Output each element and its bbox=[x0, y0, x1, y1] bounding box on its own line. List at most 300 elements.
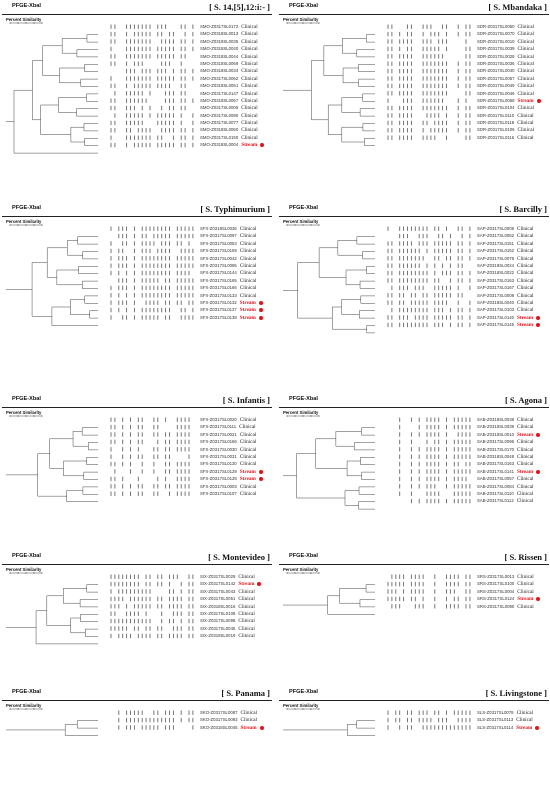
isolate-source: Stream bbox=[239, 476, 256, 483]
isolate-id: SDR-Z0317SL0057 bbox=[477, 75, 515, 81]
isolate-source: Clinical bbox=[517, 46, 534, 53]
isolate-source: Clinical bbox=[239, 270, 257, 277]
isolate-source: Clinical bbox=[241, 134, 258, 141]
isolate-id: SLS-Z0317SL0114 bbox=[477, 724, 514, 730]
isolate-row bbox=[477, 134, 550, 141]
isolate-source: Stream bbox=[517, 97, 534, 104]
isolate-row bbox=[477, 475, 550, 482]
percent-similarity-label: Percent Similarity bbox=[283, 410, 319, 415]
stream-marker-dot bbox=[259, 477, 263, 481]
isolate-id: SFX-Z0317SL0138 bbox=[200, 314, 237, 320]
stream-marker-dot bbox=[536, 323, 540, 327]
isolate-id: SAP-Z0318SL0040 bbox=[477, 299, 515, 305]
panel-header bbox=[2, 3, 272, 15]
isolate-source: Clinical bbox=[241, 105, 258, 112]
isolate-row bbox=[477, 321, 550, 328]
isolate-id: SFX-Z0317SL0111 bbox=[200, 424, 237, 430]
isolate-row bbox=[200, 269, 280, 276]
isolate-row bbox=[200, 490, 280, 497]
dendrogram bbox=[279, 19, 379, 149]
isolate-source: Clinical bbox=[517, 90, 534, 97]
pfge-label: PFGE-XbaI bbox=[12, 396, 41, 402]
isolate-row bbox=[200, 610, 280, 617]
isolate-row bbox=[477, 446, 550, 453]
isolate-source: Clinical bbox=[239, 424, 256, 431]
isolate-id: SAB-Z0317SL0112 bbox=[477, 498, 514, 504]
isolate-row bbox=[477, 603, 550, 610]
isolate-row bbox=[477, 277, 550, 284]
isolate-row bbox=[200, 460, 280, 467]
isolate-row bbox=[477, 45, 550, 52]
isolate-id: SDR-Z0317SL0046 bbox=[477, 90, 515, 96]
isolate-id: SMO-Z0318SL0013 bbox=[200, 31, 239, 37]
isolate-id: SDR-Z0317SL0118 bbox=[477, 120, 515, 126]
isolate-row bbox=[200, 483, 280, 490]
isolate-id: SIX-Z0317SL0098 bbox=[200, 618, 236, 624]
isolate-row bbox=[477, 580, 550, 587]
serotype-title: [ S. Mbandaka ] bbox=[488, 2, 547, 12]
isolate-row bbox=[200, 104, 280, 111]
isolate-id: SFX-Z0317SL0132 bbox=[200, 299, 237, 305]
isolate-row bbox=[200, 446, 280, 453]
isolate-list bbox=[200, 416, 280, 497]
isolate-source: Clinical bbox=[517, 285, 534, 292]
panel-header bbox=[2, 689, 272, 701]
isolate-id: SDR-Z0317SL0104 bbox=[477, 105, 515, 111]
isolate-source: Clinical bbox=[517, 83, 534, 90]
isolate-row bbox=[477, 724, 550, 731]
isolate-source: Clinical bbox=[239, 255, 257, 262]
isolate-row bbox=[477, 262, 550, 269]
isolate-source: Clinical bbox=[241, 46, 258, 53]
isolate-row bbox=[477, 299, 550, 306]
isolate-id: SFX-Z0317SL0133 bbox=[200, 292, 237, 298]
isolate-source: Clinical bbox=[516, 717, 533, 724]
percent-similarity-label: Percent Similarity bbox=[6, 219, 42, 224]
isolate-row bbox=[200, 617, 280, 624]
isolate-source: Clinical bbox=[238, 618, 255, 625]
percent-similarity-label: Percent Similarity bbox=[6, 703, 42, 708]
isolate-source: Clinical bbox=[239, 248, 257, 255]
isolate-source: Clinical bbox=[240, 717, 257, 724]
isolate-id: SAB-Z0317SL0096 bbox=[477, 439, 515, 445]
isolate-row bbox=[477, 53, 550, 60]
gel-bands bbox=[384, 416, 474, 505]
gel-bands bbox=[384, 573, 474, 610]
isolate-id: SAB-Z0317SL0141 bbox=[477, 468, 515, 474]
isolate-row bbox=[200, 67, 280, 74]
isolate-row bbox=[200, 284, 280, 291]
isolate-source: Clinical bbox=[239, 431, 257, 438]
isolate-source: Clinical bbox=[241, 53, 258, 60]
isolate-row bbox=[200, 247, 280, 254]
isolate-id: SAP-Z0317SL0163 bbox=[477, 277, 515, 283]
isolate-id: SFX-Z0317SL0003 bbox=[200, 483, 237, 489]
isolate-row bbox=[477, 247, 550, 254]
isolate-row bbox=[477, 225, 550, 232]
isolate-source: Clinical bbox=[238, 625, 255, 632]
isolate-row bbox=[200, 588, 280, 595]
isolate-row bbox=[200, 45, 280, 52]
isolate-row bbox=[200, 438, 280, 445]
pfge-label: PFGE-XbaI bbox=[12, 689, 41, 695]
isolate-row bbox=[200, 53, 280, 60]
isolate-list bbox=[477, 573, 550, 610]
serotype-title: [ S. Typhimurium ] bbox=[200, 204, 270, 214]
isolate-id: SAP-Z0317SL0009 bbox=[477, 226, 515, 231]
isolate-source: Stream bbox=[240, 724, 257, 731]
isolate-id: SKO-Z0317SL0087 bbox=[200, 710, 238, 715]
panel-header bbox=[279, 3, 549, 15]
isolate-source: Clinical bbox=[517, 120, 534, 127]
isolate-row bbox=[477, 573, 550, 580]
isolate-source: Clinical bbox=[517, 248, 534, 255]
isolate-list bbox=[200, 573, 280, 640]
gel-bands bbox=[384, 23, 474, 141]
isolate-id: SDR-Z0317SL0068 bbox=[477, 97, 515, 103]
isolate-id: SAP-Z0317SL0152 bbox=[477, 248, 515, 254]
isolate-id: SDR-Z0317SL0050 bbox=[477, 24, 515, 29]
isolate-source: Clinical bbox=[517, 68, 534, 75]
isolate-row bbox=[200, 580, 280, 587]
isolate-id: SDR-Z0317SL0116 bbox=[477, 134, 515, 140]
isolate-row bbox=[200, 82, 280, 89]
isolate-source: Clinical bbox=[239, 292, 257, 299]
isolate-id: SDR-Z0317SL0106 bbox=[477, 127, 515, 133]
isolate-row bbox=[477, 126, 550, 133]
isolate-row bbox=[200, 416, 280, 423]
isolate-source: Clinical bbox=[517, 446, 534, 453]
stream-marker-dot bbox=[537, 99, 541, 103]
isolate-id: SIX-Z0318SL0019 bbox=[200, 633, 236, 639]
dendrogram bbox=[2, 569, 102, 648]
stream-marker-dot bbox=[536, 316, 540, 320]
isolate-source: Clinical bbox=[517, 60, 534, 67]
isolate-list bbox=[477, 709, 550, 731]
isolate-id: SMO-Z0318SL0069 bbox=[200, 60, 239, 66]
isolate-source: Clinical bbox=[241, 90, 258, 97]
isolate-source: Clinical bbox=[241, 75, 258, 82]
isolate-row bbox=[200, 423, 280, 430]
isolate-source: Clinical bbox=[239, 240, 257, 247]
dendrogram bbox=[2, 19, 102, 157]
isolate-source: Clinical bbox=[240, 710, 257, 716]
isolate-row bbox=[200, 30, 280, 37]
isolate-id: SMO-Z0318SL0060 bbox=[200, 127, 239, 133]
isolate-row bbox=[200, 716, 280, 723]
isolate-source: Clinical bbox=[241, 120, 258, 127]
isolate-source: Clinical bbox=[241, 31, 258, 38]
isolate-source: Stream bbox=[517, 596, 534, 603]
isolate-row bbox=[477, 497, 550, 504]
isolate-source: Clinical bbox=[517, 112, 534, 119]
isolate-id: SMO-Z0318SL0035 bbox=[200, 38, 239, 44]
isolate-source: Clinical bbox=[517, 461, 534, 468]
dendrogram bbox=[279, 412, 379, 513]
isolate-id: SMO-Z0318SL0044 bbox=[200, 53, 239, 59]
isolate-source: Clinical bbox=[239, 417, 257, 423]
isolate-id: SIX-Z0317SL0029 bbox=[200, 574, 236, 579]
panel-header bbox=[2, 396, 272, 408]
dendrogram bbox=[2, 412, 102, 505]
stream-marker-dot bbox=[257, 582, 261, 586]
isolate-list bbox=[200, 23, 280, 149]
dendrogram bbox=[279, 705, 379, 739]
percent-similarity-label: Percent Similarity bbox=[6, 17, 42, 22]
stream-marker-dot bbox=[536, 433, 540, 437]
isolate-id: SRS-Z0317SL0013 bbox=[477, 574, 515, 579]
isolate-source: Stream bbox=[239, 307, 256, 314]
gel-bands bbox=[384, 225, 474, 329]
gel-bands bbox=[107, 416, 197, 497]
gel-bands bbox=[107, 573, 197, 640]
panel-header bbox=[279, 205, 549, 217]
pfge-label: PFGE-XbaI bbox=[12, 205, 41, 211]
stream-marker-dot bbox=[536, 597, 540, 601]
serotype-title: [ S. Barcilly ] bbox=[499, 204, 547, 214]
isolate-row bbox=[477, 240, 550, 247]
isolate-row bbox=[477, 112, 550, 119]
isolate-row bbox=[477, 60, 550, 67]
serotype-title: [ S. 14,[5],12:i:- ] bbox=[209, 2, 270, 12]
stream-marker-dot bbox=[259, 301, 263, 305]
isolate-source: Clinical bbox=[517, 483, 534, 490]
isolate-id: SAB-Z0318SL0038 bbox=[477, 417, 515, 422]
isolate-source: Clinical bbox=[516, 498, 534, 505]
isolate-row bbox=[200, 603, 280, 610]
stream-marker-dot bbox=[260, 143, 264, 147]
isolate-row bbox=[477, 588, 550, 595]
isolate-row bbox=[477, 269, 550, 276]
isolate-source: Clinical bbox=[239, 490, 257, 497]
serotype-title: [ S. Livingstone ] bbox=[485, 688, 547, 698]
isolate-row bbox=[477, 30, 550, 37]
isolate-row bbox=[477, 483, 550, 490]
isolate-source: Clinical bbox=[517, 277, 534, 284]
isolate-id: SMO-Z0317SL0077 bbox=[200, 120, 239, 126]
isolate-source: Clinical bbox=[517, 603, 534, 610]
isolate-id: SRS-Z0317SL0124 bbox=[477, 596, 515, 602]
pfge-label: PFGE-XbaI bbox=[289, 205, 318, 211]
isolate-row bbox=[477, 82, 550, 89]
isolate-row bbox=[200, 299, 280, 306]
isolate-source: Clinical bbox=[239, 233, 257, 240]
isolate-source: Clinical bbox=[241, 60, 258, 67]
isolate-id: SFX-Z0317SL0166 bbox=[200, 285, 237, 291]
percent-similarity-label: Percent Similarity bbox=[283, 17, 319, 22]
isolate-source: Clinical bbox=[517, 417, 534, 423]
isolate-row bbox=[477, 284, 550, 291]
isolate-source: Clinical bbox=[516, 490, 534, 497]
isolate-source: Clinical bbox=[517, 588, 534, 595]
pfge-label: PFGE-XbaI bbox=[12, 553, 41, 559]
dendrogram bbox=[2, 705, 102, 739]
isolate-row bbox=[477, 314, 550, 321]
isolate-row bbox=[477, 460, 550, 467]
isolate-row bbox=[477, 423, 550, 430]
isolate-row bbox=[200, 453, 280, 460]
isolate-row bbox=[200, 277, 280, 284]
isolate-id: SMO-Z0317SL0150 bbox=[200, 134, 239, 140]
isolate-list bbox=[477, 225, 550, 328]
isolate-source: Clinical bbox=[241, 68, 258, 75]
serotype-title: [ S. Panama ] bbox=[221, 688, 270, 698]
isolate-id: SMO-Z0318SL0034 bbox=[200, 68, 239, 74]
isolate-row bbox=[477, 453, 550, 460]
gel-bands bbox=[107, 23, 197, 149]
isolate-id: SMO-Z0318SL0067 bbox=[200, 97, 239, 103]
isolate-id: SFX-Z0317SL0042 bbox=[200, 255, 237, 261]
isolate-row bbox=[200, 112, 280, 119]
isolate-source: Stream bbox=[517, 431, 534, 438]
isolate-source: Clinical bbox=[239, 277, 257, 284]
pfge-label: PFGE-XbaI bbox=[289, 396, 318, 402]
isolate-id: SDR-Z0317SL0010 bbox=[477, 38, 515, 44]
isolate-source: Clinical bbox=[517, 581, 534, 588]
isolate-id: SFX-Z0317SL0097 bbox=[200, 233, 237, 239]
panel-header bbox=[2, 553, 272, 565]
pfge-label: PFGE-XbaI bbox=[289, 689, 318, 695]
isolate-row bbox=[477, 468, 550, 475]
isolate-source: Clinical bbox=[517, 233, 534, 240]
isolate-id: SAB-Z0318SL0048 bbox=[477, 453, 515, 459]
isolate-source: Clinical bbox=[239, 446, 257, 453]
isolate-source: Clinical bbox=[517, 292, 534, 299]
isolate-source: Clinical bbox=[517, 439, 534, 446]
isolate-source: Stream bbox=[238, 581, 255, 588]
isolate-source: Clinical bbox=[239, 461, 257, 468]
isolate-source: Stream bbox=[516, 724, 533, 731]
isolate-source: Clinical bbox=[517, 31, 534, 38]
isolate-id: SIX-Z0317SL0043 bbox=[200, 588, 236, 594]
isolate-source: Clinical bbox=[517, 127, 534, 134]
isolate-id: SAP-Z0317SL0151 bbox=[477, 240, 515, 246]
isolate-id: SAP-Z0317SL0167 bbox=[477, 285, 515, 291]
isolate-row bbox=[477, 23, 550, 30]
isolate-row bbox=[200, 292, 280, 299]
isolate-source: Clinical bbox=[239, 262, 257, 269]
serotype-title: [ S. Rissen ] bbox=[504, 552, 547, 562]
isolate-source: Clinical bbox=[239, 453, 257, 460]
isolate-id: SFX-Z0317SL0159 bbox=[200, 248, 237, 254]
isolate-source: Clinical bbox=[238, 574, 255, 580]
isolate-id: SMO-Z0317SL0172 bbox=[200, 24, 239, 29]
percent-similarity-label: Percent Similarity bbox=[283, 703, 319, 708]
isolate-source: Clinical bbox=[238, 610, 255, 617]
stream-marker-dot bbox=[260, 726, 264, 730]
isolate-source: Clinical bbox=[517, 255, 534, 262]
isolate-id: SDR-Z0317SL0040 bbox=[477, 68, 515, 74]
isolate-id: SAP-Z0317SL0103 bbox=[477, 307, 515, 313]
isolate-row bbox=[200, 97, 280, 104]
dendrogram bbox=[279, 221, 379, 337]
isolate-id: SFX-Z0317SL0095 bbox=[200, 262, 237, 268]
isolate-id: SAB-Z0318SL0010 bbox=[477, 431, 515, 437]
isolate-source: Clinical bbox=[517, 53, 534, 60]
isolate-source: Clinical bbox=[241, 127, 258, 134]
isolate-id: SIX-Z0317SL0051 bbox=[200, 596, 236, 602]
isolate-id: SDR-Z0317SL0070 bbox=[477, 31, 515, 37]
stream-marker-dot bbox=[259, 316, 263, 320]
isolate-id: SFX-Z0317SL0128 bbox=[200, 476, 237, 482]
gel-bands bbox=[107, 709, 197, 731]
isolate-source: Clinical bbox=[516, 710, 533, 716]
isolate-id: SFX-Z0317SL0166 bbox=[200, 439, 237, 445]
isolate-source: Stream bbox=[517, 314, 534, 321]
isolate-id: SDR-Z0317SL0110 bbox=[477, 112, 515, 118]
isolate-source: Clinical bbox=[517, 424, 534, 431]
isolate-row bbox=[200, 240, 280, 247]
isolate-id: SFX-Z0317SL0020 bbox=[200, 417, 237, 422]
isolate-source: Clinical bbox=[517, 134, 534, 141]
isolate-id: SFX-Z0317SL0144 bbox=[200, 270, 237, 276]
isolate-id: SIX-Z0317SL0142 bbox=[200, 581, 236, 587]
isolate-row bbox=[200, 573, 280, 580]
gel-bands bbox=[384, 709, 474, 731]
isolate-row bbox=[200, 709, 280, 716]
isolate-row bbox=[200, 475, 280, 482]
isolate-row bbox=[477, 438, 550, 445]
isolate-id: SAB-Z0318SL0039 bbox=[477, 424, 515, 430]
isolate-row bbox=[477, 97, 550, 104]
isolate-id: SAP-Z0317SL0008 bbox=[477, 292, 515, 298]
isolate-id: SDR-Z0317SL0036 bbox=[477, 60, 515, 66]
isolate-id: SIX-Z0317SL0108 bbox=[200, 610, 236, 616]
isolate-row bbox=[200, 724, 280, 731]
isolate-row bbox=[477, 709, 550, 716]
isolate-row bbox=[477, 255, 550, 262]
isolate-id: SIX-Z0317SL0045 bbox=[200, 625, 236, 631]
isolate-id: SAP-Z0318SL0022 bbox=[477, 270, 515, 276]
isolate-id: SKO-Z0318SL0045 bbox=[200, 724, 238, 730]
isolate-source: Stream bbox=[241, 142, 258, 149]
isolate-row bbox=[477, 119, 550, 126]
isolate-row bbox=[200, 314, 280, 321]
isolate-id: SFX-Z0317SL0107 bbox=[200, 490, 237, 496]
isolate-row bbox=[477, 38, 550, 45]
isolate-source: Clinical bbox=[517, 574, 534, 580]
isolate-row bbox=[200, 225, 280, 232]
isolate-id: SAB-Z0317SL0110 bbox=[477, 490, 514, 496]
isolate-row bbox=[200, 38, 280, 45]
isolate-id: SFX-Z0318SL0036 bbox=[200, 226, 237, 231]
isolate-source: Clinical bbox=[238, 603, 255, 610]
isolate-source: Clinical bbox=[241, 38, 258, 45]
isolate-id: SMO-Z0317SL0005 bbox=[200, 105, 239, 111]
isolate-id: SAP-Z0317SL0140 bbox=[477, 314, 515, 320]
isolate-row bbox=[477, 431, 550, 438]
isolate-row bbox=[200, 595, 280, 602]
isolate-id: SLS-Z0317SL0078 bbox=[477, 710, 514, 715]
isolate-id: SIX-Z0318SL0016 bbox=[200, 603, 236, 609]
isolate-row bbox=[200, 60, 280, 67]
isolate-id: SFX-Z0317SL0053 bbox=[200, 240, 237, 246]
panel-header bbox=[2, 205, 272, 217]
isolate-source: Clinical bbox=[239, 226, 257, 232]
isolate-source: Clinical bbox=[238, 596, 255, 603]
isolate-id: SAB-Z0317SL0163 bbox=[477, 461, 515, 467]
isolate-row bbox=[200, 75, 280, 82]
isolate-source: Clinical bbox=[517, 476, 534, 483]
isolate-row bbox=[200, 141, 280, 148]
percent-similarity-label: Percent Similarity bbox=[6, 567, 42, 572]
stream-marker-dot bbox=[536, 470, 540, 474]
stream-marker-dot bbox=[259, 470, 263, 474]
isolate-source: Clinical bbox=[517, 105, 534, 112]
stream-marker-dot bbox=[259, 308, 263, 312]
isolate-row bbox=[200, 431, 280, 438]
isolate-source: Clinical bbox=[517, 299, 534, 306]
